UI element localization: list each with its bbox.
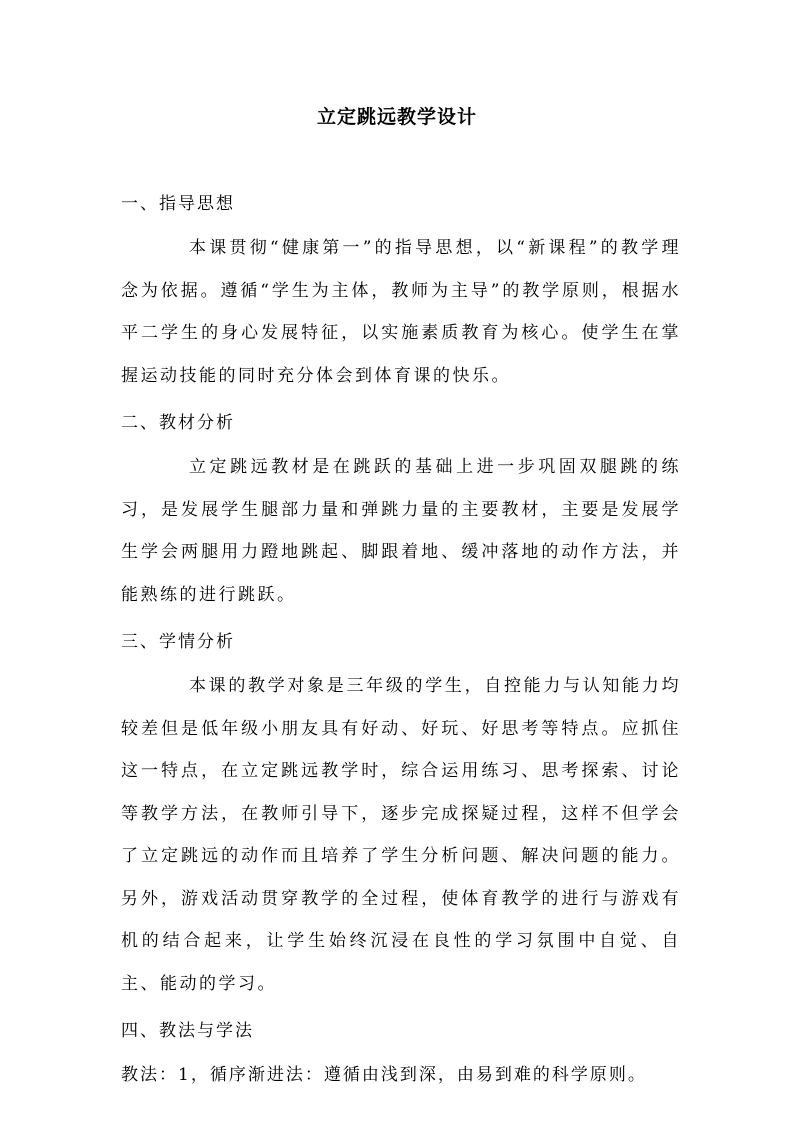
section-paragraph-student-analysis: 本课的教学对象是三年级的学生，自控能力与认知能力均较差但是低年级小朋友具有好动、好玩、好思考等特点。应抓住这一特点，在立定跳远教学时，综合运用练习、思考探索、讨论等教学方法，在教师引导下，逐步完成探疑过程，这样不但学会了立定跳远的动作而且培养了学生分析问题、解决问题的能力。另外，游戏活动贯穿教学的全过程，使体育教学的进行与游戏有机的结合起来，让学生始终沉浸在良性的学习氛围中自觉、自主、能动的学习。 bbox=[121, 676, 681, 994]
section-heading-student-analysis: 三、学情分析 bbox=[121, 632, 235, 652]
section-paragraph-material-analysis: 立定跳远教材是在跳跃的基础上进一步巩固双腿跳的练习，是发展学生腿部力量和弹跳力量的主要教材，主要是发展学生学会两腿用力蹬地跳起、脚跟着地、缓冲落地的动作方法，并能熟练的进行跳跃。 bbox=[121, 457, 681, 605]
document-title: 立定跳远教学设计 bbox=[316, 106, 477, 128]
document-body bbox=[121, 181, 681, 1096]
section-heading-teaching-methods: 四、教法与学法 bbox=[121, 1021, 254, 1041]
teaching-method-line: 教法：1，循序渐进法：遵循由浅到深，由易到难的科学原则。 bbox=[121, 1065, 647, 1085]
section-heading-guiding-ideology: 一、指导思想 bbox=[121, 194, 235, 214]
section-heading-material-analysis: 二、教材分析 bbox=[121, 413, 235, 433]
section-paragraph-guiding-ideology: 本课贯彻“健康第一”的指导思想，以“新课程”的教学理念为依据。遵循“学生为主体，教师为主导”的教学原则，根据水平二学生的身心发展特征，以实施素质教育为核心。使学生在掌握运动技能的同时充分体会到体育课的快乐。 bbox=[121, 238, 681, 386]
